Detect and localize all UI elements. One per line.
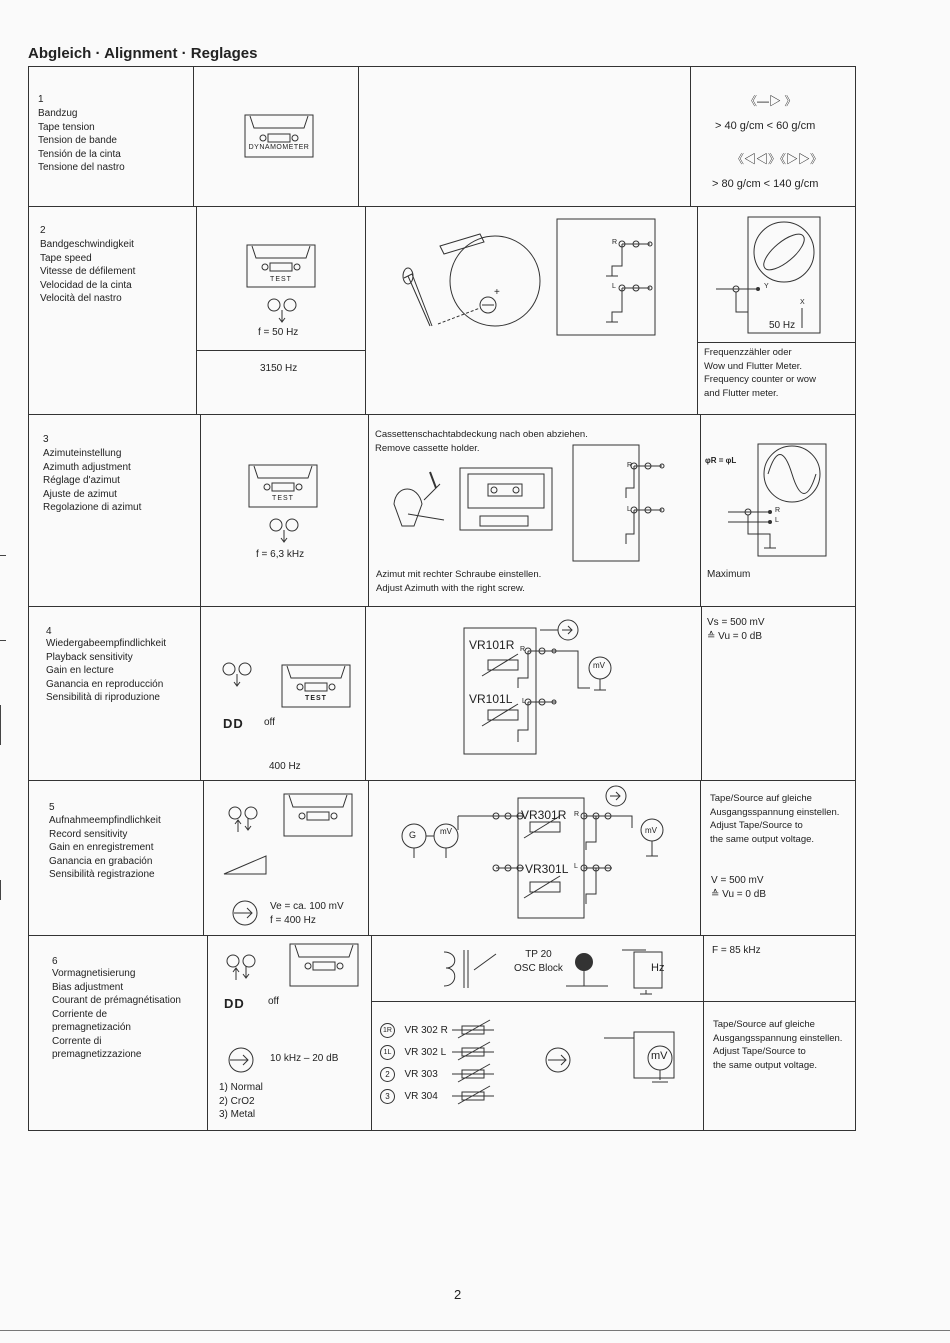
plus-mark: + [494, 287, 500, 298]
trimmer-mark: 1L [380, 1045, 395, 1060]
azimuth-note-top: Cassettenschachtabdeckung nach oben abziehen. Remove cassette holder. [375, 429, 588, 454]
oscilloscope-drawing [726, 442, 830, 558]
test-frequency: f = 6,3 kHz [256, 549, 305, 560]
azimuth-note-bottom: Azimut mit rechter Schraube einstellen. Adjust Azimuth with the right screw. [376, 569, 542, 594]
channel-r: R [627, 462, 633, 469]
scope-channel-r: R [775, 507, 781, 514]
millivolt-meter: mV [593, 661, 605, 670]
cassette-icon [283, 793, 353, 837]
tape-types: 1) Normal 2) CrO2 3) Metal [219, 1082, 263, 1120]
step-number: 2 [40, 225, 46, 236]
step-number: 3 [43, 434, 49, 445]
step-labels: Azimuteinstellung Azimuth adjustment Réglage d'azimut Ajuste de azimut Regolazione di azimut [43, 448, 142, 513]
scope-channel-l: L [775, 517, 779, 524]
input-value: 10 kHz – 20 dB [270, 1053, 339, 1064]
azimuth-drawing [384, 464, 564, 544]
play-arrows: 《—▷ 》 [745, 94, 797, 108]
channel-r: R [612, 239, 618, 246]
record-circuit [400, 786, 672, 922]
step-labels: Bandzug Tape tension Tension de bande Tensión de la cinta Tensione del nastro [38, 108, 125, 173]
trimmer-mark: 1R [380, 1023, 395, 1038]
dolby-icon: DD [224, 996, 245, 1011]
vr-l-label: VR301L [525, 862, 569, 876]
reel-icon [265, 296, 299, 326]
generator: G [409, 830, 417, 840]
cassette-icon [244, 114, 314, 158]
channel-l: L [574, 863, 578, 870]
page-number: 2 [454, 1287, 462, 1302]
trimmer-label: VR 303 [404, 1069, 438, 1081]
step-number: 1 [38, 94, 44, 105]
channel-l: L [522, 698, 526, 705]
record-note: Tape/Source auf gleiche Ausgangsspannung einstellen. Adjust Tape/Source to the same output voltage. [710, 793, 840, 845]
channel-l: L [627, 506, 631, 513]
input-value: Ve = ca. 100 mV f = 400 Hz [270, 901, 344, 926]
millivolt-meter: mV [651, 1050, 668, 1062]
dolby-off-label: off [268, 996, 279, 1007]
input-signal-icon [230, 898, 260, 928]
result-value: Vs = 500 mV ≙ Vu = 0 dB [707, 617, 765, 642]
margin-mark [0, 555, 6, 556]
channel-r: R [520, 646, 526, 653]
reel-record-icon [226, 804, 260, 834]
test-frequency: f = 50 Hz [258, 327, 299, 338]
step-labels: Vormagnetisierung Bias adjustment Courant de prémagnétisation Corriente de premagnetización Corrente di premagnetizzazione [52, 968, 181, 1060]
scope-x: X [800, 299, 805, 306]
trimmer-label: VR 302 R [404, 1025, 448, 1037]
trimmer-label: VR 304 [404, 1091, 438, 1103]
step-labels: Wiedergabeempfindlichkeit Playback sensitivity Gain en lecture Ganancia en reproducción Sensibilità di riproduzione [46, 638, 167, 703]
trimmer-label: VR 302 L [404, 1047, 447, 1059]
margin-mark [0, 705, 1, 745]
dolby-icon: DD [223, 716, 244, 731]
cassette-label: TEST [305, 695, 327, 702]
scope-frequency: 50 Hz [769, 320, 796, 331]
cassette-label: DYNAMOMETER [248, 144, 310, 151]
frequency-result: F = 85 kHz [712, 945, 761, 956]
channel-l: L [612, 283, 616, 290]
test-frequency: 400 Hz [269, 761, 301, 772]
wind-tension-value: > 80 g/cm < 140 g/cm [712, 178, 819, 190]
frequency-counter: Hz [651, 962, 665, 974]
vr-r-label: VR101R [469, 638, 515, 652]
cassette-icon [289, 943, 359, 987]
scope-y: Y [764, 283, 769, 290]
play-tension-value: > 40 g/cm < 60 g/cm [715, 120, 816, 132]
margin-mark [0, 640, 6, 641]
step-labels: Bandgeschwindigkeit Tape speed Vitesse de défilement Velocidad de la cinta Velocità del nastro [40, 239, 136, 304]
wind-arrows: 《◁◁》《▷▷》 [732, 152, 823, 166]
cassette-label: TEST [270, 276, 292, 283]
step-number: 6 [52, 956, 58, 967]
trimmer-mark: 3 [380, 1089, 395, 1104]
step-number: 4 [46, 626, 52, 637]
oscilloscope-drawing [714, 216, 822, 334]
bottom-rule [0, 1330, 950, 1331]
dolby-off-label: off [264, 717, 275, 728]
test-frequency-2: 3150 Hz [260, 363, 298, 374]
result-label: Maximum [707, 569, 751, 580]
step-number: 5 [49, 802, 55, 813]
margin-mark [0, 880, 1, 900]
millivolt-meter-out: mV [645, 826, 657, 835]
vr-r-label: VR301R [521, 808, 567, 822]
result-value: V = 500 mV ≙ Vu = 0 dB [711, 875, 766, 900]
output-circuit [556, 218, 656, 336]
bias-note: Tape/Source auf gleiche Ausgangsspannung einstellen. Adjust Tape/Source to the same output voltage. [713, 1019, 843, 1071]
phase-label: φR = φL [705, 456, 737, 465]
step-labels: Aufnahmeempfindlichkeit Record sensitivity Gain en enregistrement Ganancia en grabación Sensibilità registrazione [49, 815, 161, 880]
millivolt-meter-in: mV [440, 827, 452, 836]
reel-icon [267, 516, 301, 546]
speed-adjust-drawing [400, 226, 550, 336]
test-point-label: TP 20 OSC Block [514, 949, 563, 974]
meter-note: Frequenzzähler oder Wow und Flutter Meter. Frequency counter or wow and Flutter meter. [704, 347, 816, 399]
page-title: Abgleich · Alignment · Reglages [28, 45, 258, 62]
reel-record-icon [224, 952, 258, 982]
reel-icon [220, 660, 254, 690]
cassette-label: TEST [272, 495, 294, 502]
trimmer-symbols [450, 1018, 498, 1108]
trimmer-mark: 2 [380, 1067, 395, 1082]
vr-l-label: VR101L [469, 692, 513, 706]
level-ramp-icon [222, 852, 270, 876]
channel-r: R [574, 811, 580, 818]
input-signal-icon [226, 1045, 256, 1075]
